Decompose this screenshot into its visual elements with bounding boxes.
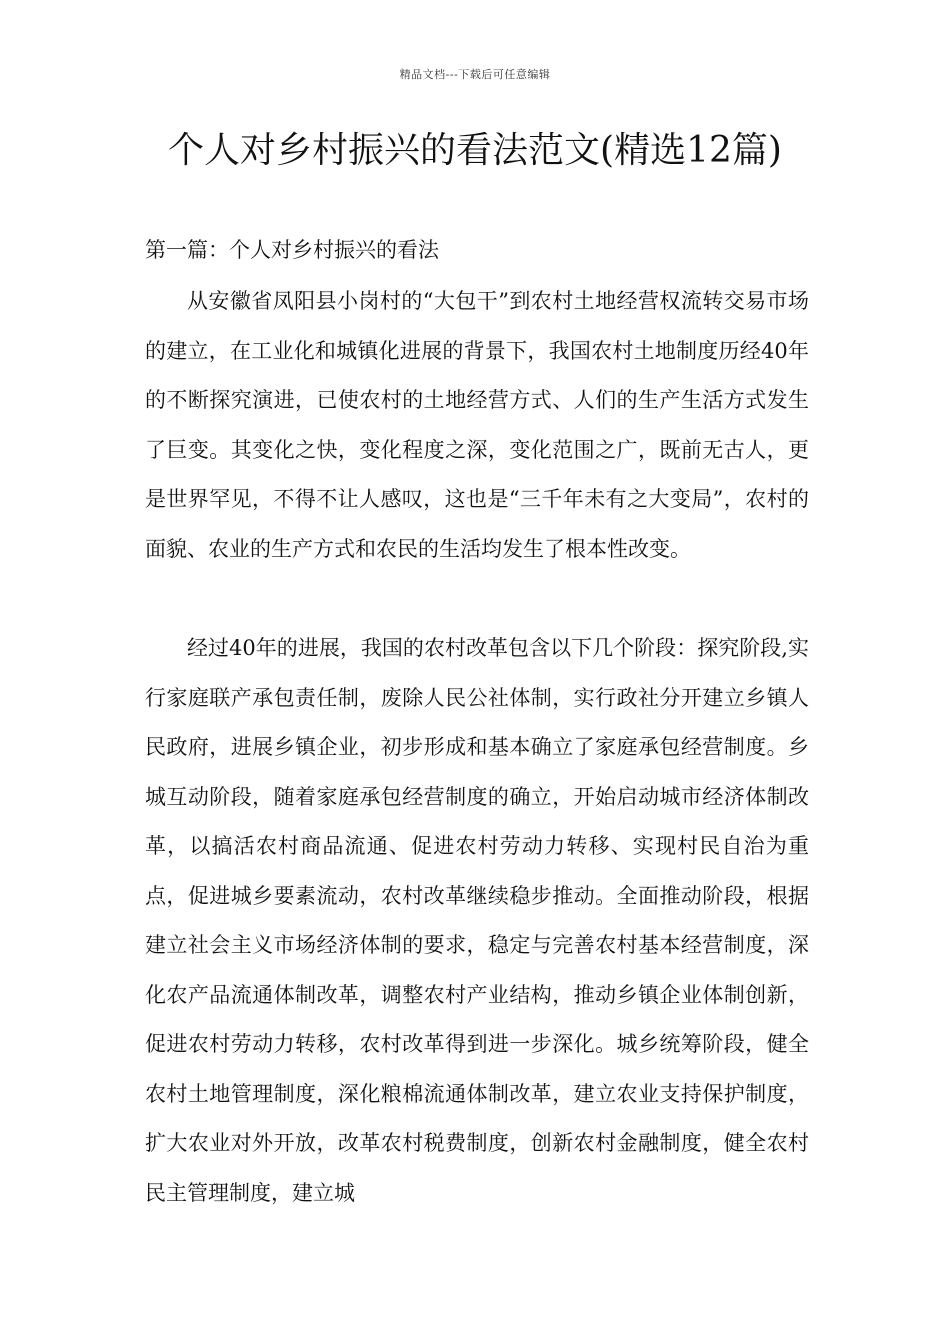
body-paragraph-2: 经过40年的进展，我国的农村改革包含以下几个阶段：探究阶段,实行家庭联产承包责任制，废除人民公社体制，实行政社分开建立乡镇人民政府，进展乡镇企业，初步形成和基本确立了家庭承包经营制度。乡城互动阶段，随着家庭承包经营制度的确立，开始启动城市经济体制改革，以搞活农村商品流通、促进农村劳动力转移、实现村民自治为重点，促进城乡要素流动，农村改革继续稳步推动。全面推动阶段，根据建立社会主义市场经济体制的要求，稳定与完善农村基本经营制度，深化农产品流通体制改革，调整农村产业结构，推动乡镇企业体制创新，促进农村劳动力转移，农村改革得到进一步深化。城乡统筹阶段，健全农村土地管理制度，深化粮棉流通体制改革，建立农业支持保护制度，扩大农业对外开放，改革农村税费制度，创新农村金融制度，健全农村民主管理制度，建立城 bbox=[145, 636, 809, 1205]
section-heading: 第一篇：个人对乡村振兴的看法 bbox=[145, 238, 439, 262]
header-note: 精品文档---下载后可任意编辑 bbox=[399, 68, 551, 81]
document-title: 个人对乡村振兴的看法范文(精选12篇) bbox=[168, 130, 782, 171]
body-paragraph-1: 从安徽省凤阳县小岗村的“大包干”到农村土地经营权流转交易市场的建立，在工业化和城镇化进展的背景下，我国农村土地制度历经40年的不断探究演进，已使农村的土地经营方式、人们的生产生活方式发生了巨变。其变化之快，变化程度之深，变化范围之广，既前无古人，更是世界罕见，不得不让人感叹，这也是“三千年未有之大变局”，农村的面貌、农业的生产方式和农民的生活均发生了根本性改变。 bbox=[145, 289, 809, 561]
